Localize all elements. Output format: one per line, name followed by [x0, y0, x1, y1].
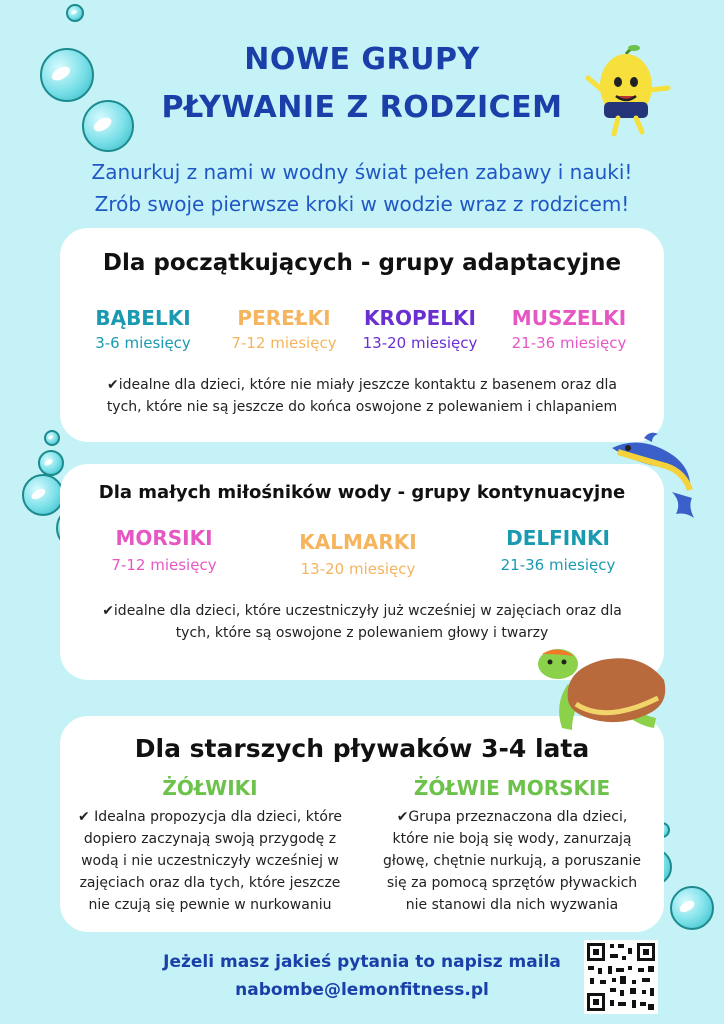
- continuation-groups-heading: Dla małych miłośników wody - grupy kontynuacyjne: [98, 482, 626, 503]
- description-line: ✔idealne dla dzieci, które nie miały jeszcze kontaktu z basenem oraz dla: [107, 377, 617, 393]
- bubble-icon: [40, 48, 94, 102]
- group-zolwie-morskie: [360, 776, 664, 916]
- description-line: zajęciach oraz dla tych, które jeszcze: [79, 875, 341, 891]
- bubble-icon: [44, 430, 60, 446]
- beginner-groups-card: [60, 228, 664, 442]
- group-age: 3-6 miesięcy: [95, 334, 191, 352]
- bubble-icon: [670, 886, 714, 930]
- description-line: które nie boją się wody, zanurzają: [392, 831, 632, 847]
- lemon-mascot-icon: [578, 40, 678, 140]
- bubble-icon: [82, 100, 134, 152]
- group-age: 13-20 miesięcy: [362, 334, 478, 352]
- group-muszelki: [494, 306, 644, 352]
- group-name: MORSIKI: [115, 526, 213, 550]
- contact-question: Jeżeli masz jakieś pytania to napisz maila: [163, 952, 561, 972]
- description-line: wodą i nie uczestniczyły wcześniej w: [81, 853, 339, 869]
- group-delfinki: [486, 526, 630, 574]
- title-line-1: NOWE GRUPY: [244, 42, 480, 77]
- group-name: PEREŁKI: [237, 306, 331, 330]
- bubble-icon: [38, 450, 64, 476]
- turtle-icon: [528, 644, 678, 744]
- description-line: głowę, chętnie nurkują, a poruszanie: [382, 853, 642, 869]
- older-swimmers-heading: Dla starszych pływaków 3-4 lata: [134, 734, 590, 763]
- title-line-2: PŁYWANIE Z RODZICEM: [161, 90, 563, 125]
- group-zolwiki: [60, 776, 360, 916]
- group-name: DELFINKI: [506, 526, 610, 550]
- description-line: ✔idealne dla dzieci, które uczestniczyły już wcześniej w zajęciach oraz dla: [102, 603, 622, 619]
- subtitle-line-2: Zrób swoje pierwsze kroki w wodzie wraz z rodzicem!: [94, 192, 630, 216]
- group-description: [60, 806, 360, 916]
- group-age: 21-36 miesięcy: [500, 556, 616, 574]
- group-name: ŻÓŁWIKI: [162, 776, 258, 800]
- group-kalmarki: [286, 530, 430, 578]
- description-line: ✔Grupa przeznaczona dla dzieci,: [396, 809, 628, 825]
- group-babelki: [78, 306, 208, 352]
- description-line: tych, które są oswojone z polewaniem głowy i twarzy: [175, 625, 549, 641]
- qr-code-icon[interactable]: [584, 940, 658, 1014]
- description-line: się za pomocą sprzętów pływackich: [386, 875, 638, 891]
- contact-email[interactable]: nabombe@lemonfitness.pl: [235, 980, 489, 1000]
- group-kropelki: [352, 306, 488, 352]
- description-line: ✔ Idealna propozycja dla dzieci, które: [77, 809, 343, 825]
- group-perelki: [218, 306, 350, 352]
- description-line: nie czują się pewnie w nurkowaniu: [88, 897, 332, 913]
- subtitle-line-1: Zanurkuj z nami w wodny świat pełen zabawy i nauki!: [91, 160, 633, 184]
- group-name: ŻÓŁWIE MORSKIE: [413, 776, 611, 800]
- group-name: KALMARKI: [299, 530, 417, 554]
- group-description: [360, 806, 664, 916]
- older-swimmers-card: [60, 716, 664, 932]
- continuation-groups-description: [60, 600, 664, 644]
- bubble-icon: [22, 474, 64, 516]
- group-name: KROPELKI: [364, 306, 476, 330]
- description-line: nie stanowi dla nich wyzwania: [405, 897, 619, 913]
- beginner-groups-heading: Dla początkujących - grupy adaptacyjne: [102, 250, 622, 276]
- description-line: dopiero zaczynają swoją przygodę z: [83, 831, 337, 847]
- group-age: 7-12 miesięcy: [231, 334, 337, 352]
- group-age: 21-36 miesięcy: [511, 334, 627, 352]
- beginner-groups-description: [60, 374, 664, 418]
- group-name: MUSZELKI: [511, 306, 627, 330]
- group-name: BĄBELKI: [95, 306, 191, 330]
- description-line: tych, które nie są jeszcze do końca oswojone z polewaniem i chlapaniem: [106, 399, 618, 415]
- group-age: 7-12 miesięcy: [111, 556, 217, 574]
- group-age: 13-20 miesięcy: [300, 560, 416, 578]
- bubble-icon: [66, 4, 84, 22]
- group-morsiki: [94, 526, 234, 574]
